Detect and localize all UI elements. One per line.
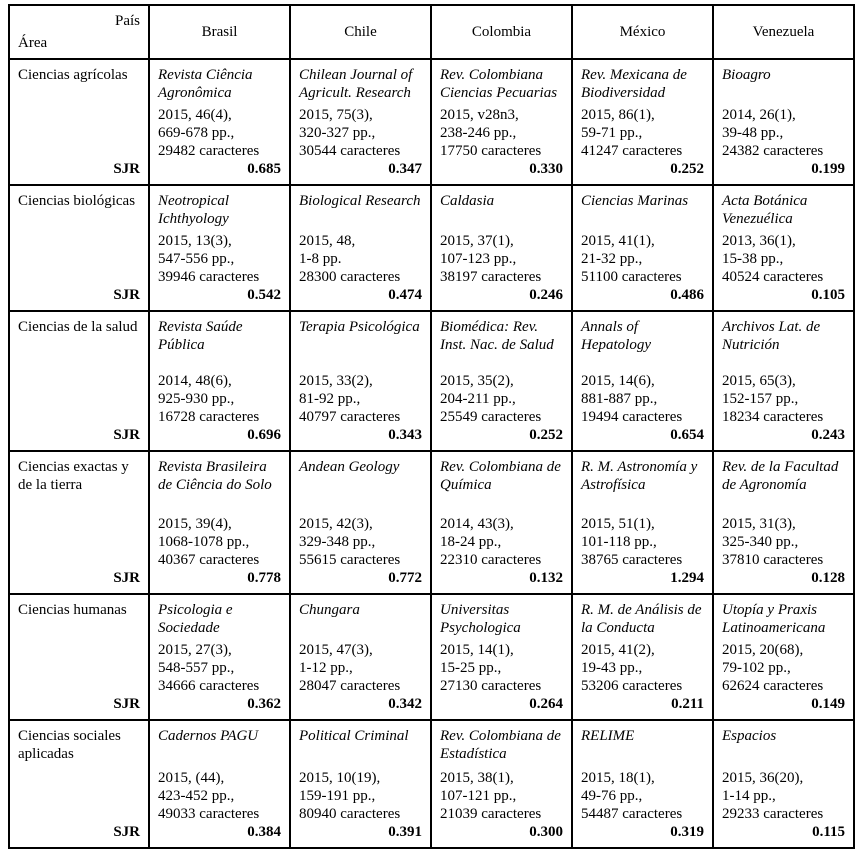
chars-line: 49033 caracteres xyxy=(158,806,260,822)
area-name: Ciencias agrícolas xyxy=(18,67,128,83)
sjr-value: 0.149 xyxy=(811,696,845,712)
journal-cell xyxy=(149,59,290,185)
journal-title: Rev. Colombiana Ciencias Pecuarias xyxy=(440,67,558,101)
chars-line: 38197 caracteres xyxy=(440,269,542,285)
issue-line: 2014, 48(6), xyxy=(158,373,232,389)
journal-cell xyxy=(431,720,572,848)
journal-title: Revista Ciência Agronômica xyxy=(158,67,253,101)
issue-line: 2014, 43(3), xyxy=(440,516,514,532)
journal-title: Utopía y Praxis Latinoamericana xyxy=(722,602,826,636)
pages-line: 881-887 pp., xyxy=(581,391,658,407)
pages-line: 49-76 pp., xyxy=(581,788,643,804)
pages-line: 925-930 pp., xyxy=(158,391,235,407)
area-name: Ciencias biológicas xyxy=(18,193,136,209)
issue-line: 2015, 20(68), xyxy=(722,642,804,658)
issue-line: 2015, 47(3), xyxy=(299,642,373,658)
issue-line: 2015, 86(1), xyxy=(581,107,655,123)
chars-line: 29233 caracteres xyxy=(722,806,824,822)
journal-cell xyxy=(149,311,290,451)
sjr-label: SJR xyxy=(113,287,140,303)
issue-line: 2015, 35(2), xyxy=(440,373,514,389)
issue-line: 2015, 38(1), xyxy=(440,770,514,786)
pages-line: 18-24 pp., xyxy=(440,534,502,550)
sjr-value: 0.199 xyxy=(811,161,845,177)
sjr-value: 0.246 xyxy=(529,287,563,303)
country-header-chile: Chile xyxy=(290,5,431,59)
pages-line: 1-8 pp. xyxy=(299,251,342,267)
pages-line: 204-211 pp., xyxy=(440,391,516,407)
table-row xyxy=(9,311,854,451)
sjr-label: SJR xyxy=(113,427,140,443)
journal-cell xyxy=(572,720,713,848)
journal-title: Caldasia xyxy=(440,193,495,209)
journal-cell xyxy=(713,59,854,185)
sjr-value: 0.300 xyxy=(529,824,563,840)
issue-line: 2014, 26(1), xyxy=(722,107,796,123)
chars-line: 53206 caracteres xyxy=(581,678,683,694)
issue-line: 2015, 13(3), xyxy=(158,233,232,249)
pages-line: 15-38 pp., xyxy=(722,251,784,267)
pages-line: 107-121 pp., xyxy=(440,788,517,804)
journal-title: Rev. Colombiana de Química xyxy=(440,459,561,493)
journal-cell xyxy=(572,451,713,594)
pages-line: 669-678 pp., xyxy=(158,125,235,141)
sjr-value: 0.391 xyxy=(388,824,422,840)
sjr-value: 0.474 xyxy=(388,287,422,303)
issue-line: 2015, 65(3), xyxy=(722,373,796,389)
issue-line: 2015, 31(3), xyxy=(722,516,796,532)
area-name: Ciencias humanas xyxy=(18,602,127,618)
pages-line: 548-557 pp., xyxy=(158,660,235,676)
journal-cell xyxy=(290,720,431,848)
area-cell xyxy=(9,59,149,185)
journal-cell xyxy=(431,59,572,185)
journal-cell xyxy=(713,720,854,848)
header-row xyxy=(9,5,854,59)
journal-cell xyxy=(431,594,572,720)
issue-line: 2015, 51(1), xyxy=(581,516,655,532)
chars-line: 28300 caracteres xyxy=(299,269,401,285)
journal-title: RELIME xyxy=(581,728,635,744)
chars-line: 22310 caracteres xyxy=(440,552,542,568)
issue-line: 2015, (44), xyxy=(158,770,225,786)
journal-cell xyxy=(713,594,854,720)
issue-line: 2015, 36(20), xyxy=(722,770,804,786)
sjr-value: 0.211 xyxy=(671,696,704,712)
area-cell xyxy=(9,594,149,720)
sjr-value: 0.252 xyxy=(529,427,563,443)
issue-line: 2015, 18(1), xyxy=(581,770,655,786)
pages-line: 1068-1078 pp., xyxy=(158,534,250,550)
pages-line: 238-246 pp., xyxy=(440,125,517,141)
country-header-brasil: Brasil xyxy=(149,5,290,59)
sjr-label: SJR xyxy=(113,696,140,712)
journal-title: Annals of Hepatology xyxy=(581,319,651,353)
pages-line: 39-48 pp., xyxy=(722,125,784,141)
chars-line: 51100 caracteres xyxy=(581,269,682,285)
chars-line: 19494 caracteres xyxy=(581,409,683,425)
pages-line: 59-71 pp., xyxy=(581,125,643,141)
area-cell xyxy=(9,720,149,848)
sjr-value: 0.772 xyxy=(388,570,422,586)
issue-line: 2015, 41(1), xyxy=(581,233,655,249)
sjr-value: 0.132 xyxy=(529,570,563,586)
sjr-value: 0.542 xyxy=(247,287,281,303)
pages-line: 81-92 pp., xyxy=(299,391,361,407)
issue-line: 2015, 33(2), xyxy=(299,373,373,389)
chars-line: 34666 caracteres xyxy=(158,678,260,694)
pages-line: 79-102 pp., xyxy=(722,660,791,676)
pages-line: 19-43 pp., xyxy=(581,660,643,676)
journal-title: Chilean Journal of Agricult. Research xyxy=(299,67,413,101)
issue-line: 2015, 14(1), xyxy=(440,642,514,658)
pages-line: 320-327 pp., xyxy=(299,125,376,141)
area-name: Ciencias sociales aplicadas xyxy=(18,728,121,762)
journal-cell xyxy=(431,185,572,311)
pages-line: 152-157 pp., xyxy=(722,391,799,407)
sjr-value: 0.654 xyxy=(670,427,704,443)
issue-line: 2013, 36(1), xyxy=(722,233,796,249)
sjr-value: 0.128 xyxy=(811,570,845,586)
pages-line: 547-556 pp., xyxy=(158,251,235,267)
journal-cell xyxy=(149,185,290,311)
journal-cell xyxy=(431,311,572,451)
journal-cell xyxy=(290,594,431,720)
country-header-colombia: Colombia xyxy=(431,5,572,59)
sjr-value: 0.696 xyxy=(247,427,281,443)
pages-line: 15-25 pp., xyxy=(440,660,502,676)
chars-line: 17750 caracteres xyxy=(440,143,542,159)
table-row xyxy=(9,720,854,848)
area-cell xyxy=(9,185,149,311)
country-header-venezuela: Venezuela xyxy=(713,5,854,59)
journal-cell xyxy=(149,720,290,848)
sjr-label: SJR xyxy=(113,570,140,586)
sjr-value: 0.685 xyxy=(247,161,281,177)
chars-line: 37810 caracteres xyxy=(722,552,824,568)
sjr-value: 0.778 xyxy=(247,570,281,586)
journals-table xyxy=(8,4,855,849)
journal-title: Revista Brasileira de Ciência do Solo xyxy=(158,459,272,493)
issue-line: 2015, 37(1), xyxy=(440,233,514,249)
issue-line: 2015, v28n3, xyxy=(440,107,519,123)
pages-line: 423-452 pp., xyxy=(158,788,235,804)
journal-title: Espacios xyxy=(722,728,777,744)
issue-line: 2015, 39(4), xyxy=(158,516,232,532)
chars-line: 24382 caracteres xyxy=(722,143,824,159)
journal-cell xyxy=(572,185,713,311)
chars-line: 18234 caracteres xyxy=(722,409,824,425)
chars-line: 28047 caracteres xyxy=(299,678,401,694)
journal-title: Cadernos PAGU xyxy=(158,728,259,744)
sjr-label: SJR xyxy=(113,161,140,177)
chars-line: 41247 caracteres xyxy=(581,143,683,159)
journal-title: Acta Botánica Venezuélica xyxy=(722,193,808,227)
pages-line: 21-32 pp., xyxy=(581,251,643,267)
sjr-value: 0.264 xyxy=(529,696,563,712)
chars-line: 25549 caracteres xyxy=(440,409,542,425)
area-cell xyxy=(9,451,149,594)
chars-line: 16728 caracteres xyxy=(158,409,260,425)
sjr-value: 0.319 xyxy=(670,824,704,840)
sjr-value: 0.252 xyxy=(670,161,704,177)
chars-line: 40367 caracteres xyxy=(158,552,260,568)
chars-line: 40797 caracteres xyxy=(299,409,401,425)
pages-line: 159-191 pp., xyxy=(299,788,376,804)
sjr-value: 0.362 xyxy=(247,696,281,712)
journal-cell xyxy=(713,451,854,594)
area-label: Área xyxy=(18,35,48,51)
sjr-value: 0.243 xyxy=(811,427,845,443)
issue-line: 2015, 48, xyxy=(299,233,356,249)
pages-line: 1-12 pp., xyxy=(299,660,353,676)
journal-title: Rev. Mexicana de Biodiversidad xyxy=(581,67,687,101)
table-row xyxy=(9,594,854,720)
journal-title: Archivos Lat. de Nutrición xyxy=(722,319,821,353)
chars-line: 30544 caracteres xyxy=(299,143,401,159)
table-row xyxy=(9,185,854,311)
sjr-value: 0.347 xyxy=(388,161,422,177)
journal-cell xyxy=(290,451,431,594)
journal-cell xyxy=(149,594,290,720)
chars-line: 27130 caracteres xyxy=(440,678,542,694)
chars-line: 62624 caracteres xyxy=(722,678,824,694)
journal-title: Neotropical Ichthyology xyxy=(158,193,230,227)
area-name: Ciencias exactas y de la tierra xyxy=(18,459,129,493)
sjr-label: SJR xyxy=(113,824,140,840)
journal-cell xyxy=(149,451,290,594)
sjr-value: 0.486 xyxy=(670,287,704,303)
journal-cell xyxy=(713,185,854,311)
pages-line: 101-118 pp., xyxy=(581,534,657,550)
sjr-value: 0.330 xyxy=(529,161,563,177)
area-name: Ciencias de la salud xyxy=(18,319,138,335)
area-cell xyxy=(9,311,149,451)
sjr-value: 0.115 xyxy=(812,824,845,840)
chars-line: 21039 caracteres xyxy=(440,806,542,822)
issue-line: 2015, 27(3), xyxy=(158,642,232,658)
pais-label: País xyxy=(114,13,140,29)
journal-title: Biomédica: Rev. Inst. Nac. de Salud xyxy=(440,319,554,353)
journal-cell xyxy=(713,311,854,451)
sjr-value: 0.343 xyxy=(388,427,422,443)
pages-line: 1-14 pp., xyxy=(722,788,776,804)
journal-title: Rev. Colombiana de Estadística xyxy=(440,728,561,762)
corner-cell xyxy=(9,5,149,59)
issue-line: 2015, 75(3), xyxy=(299,107,373,123)
journal-title: Ciencias Marinas xyxy=(581,193,689,209)
journal-title: Universitas Psychologica xyxy=(440,602,521,636)
pages-line: 107-123 pp., xyxy=(440,251,517,267)
sjr-value: 1.294 xyxy=(670,570,704,586)
journal-title: Revista Saúde Pública xyxy=(158,319,243,353)
chars-line: 38765 caracteres xyxy=(581,552,683,568)
chars-line: 39946 caracteres xyxy=(158,269,260,285)
pages-line: 325-340 pp., xyxy=(722,534,799,550)
journal-title: Bioagro xyxy=(722,67,771,83)
table-row xyxy=(9,451,854,594)
country-header-mexico: México xyxy=(572,5,713,59)
chars-line: 55615 caracteres xyxy=(299,552,401,568)
chars-line: 29482 caracteres xyxy=(158,143,260,159)
chars-line: 54487 caracteres xyxy=(581,806,683,822)
journal-title: Rev. de la Facultad de Agronomía xyxy=(722,459,839,493)
journal-cell xyxy=(572,594,713,720)
journal-cell xyxy=(572,59,713,185)
journal-title: R. M. de Análisis de la Conducta xyxy=(581,602,702,636)
issue-line: 2015, 42(3), xyxy=(299,516,373,532)
chars-line: 80940 caracteres xyxy=(299,806,401,822)
issue-line: 2015, 46(4), xyxy=(158,107,232,123)
journal-cell xyxy=(290,59,431,185)
issue-line: 2015, 41(2), xyxy=(581,642,655,658)
journal-title: R. M. Astronomía y Astrofísica xyxy=(581,459,698,493)
sjr-value: 0.384 xyxy=(247,824,281,840)
issue-line: 2015, 10(19), xyxy=(299,770,381,786)
sjr-value: 0.105 xyxy=(811,287,845,303)
journal-title: Andean Geology xyxy=(299,459,400,475)
journal-title: Terapia Psicológica xyxy=(299,319,420,335)
journal-cell xyxy=(290,311,431,451)
journal-cell xyxy=(290,185,431,311)
journal-title: Chungara xyxy=(299,602,360,618)
sjr-value: 0.342 xyxy=(388,696,422,712)
chars-line: 40524 caracteres xyxy=(722,269,824,285)
journal-cell xyxy=(431,451,572,594)
journal-title: Political Criminal xyxy=(299,728,409,744)
journal-title: Biological Research xyxy=(299,193,421,209)
table-row xyxy=(9,59,854,185)
journal-title: Psicologia e Sociedade xyxy=(158,602,233,636)
journal-cell xyxy=(572,311,713,451)
pages-line: 329-348 pp., xyxy=(299,534,376,550)
issue-line: 2015, 14(6), xyxy=(581,373,655,389)
